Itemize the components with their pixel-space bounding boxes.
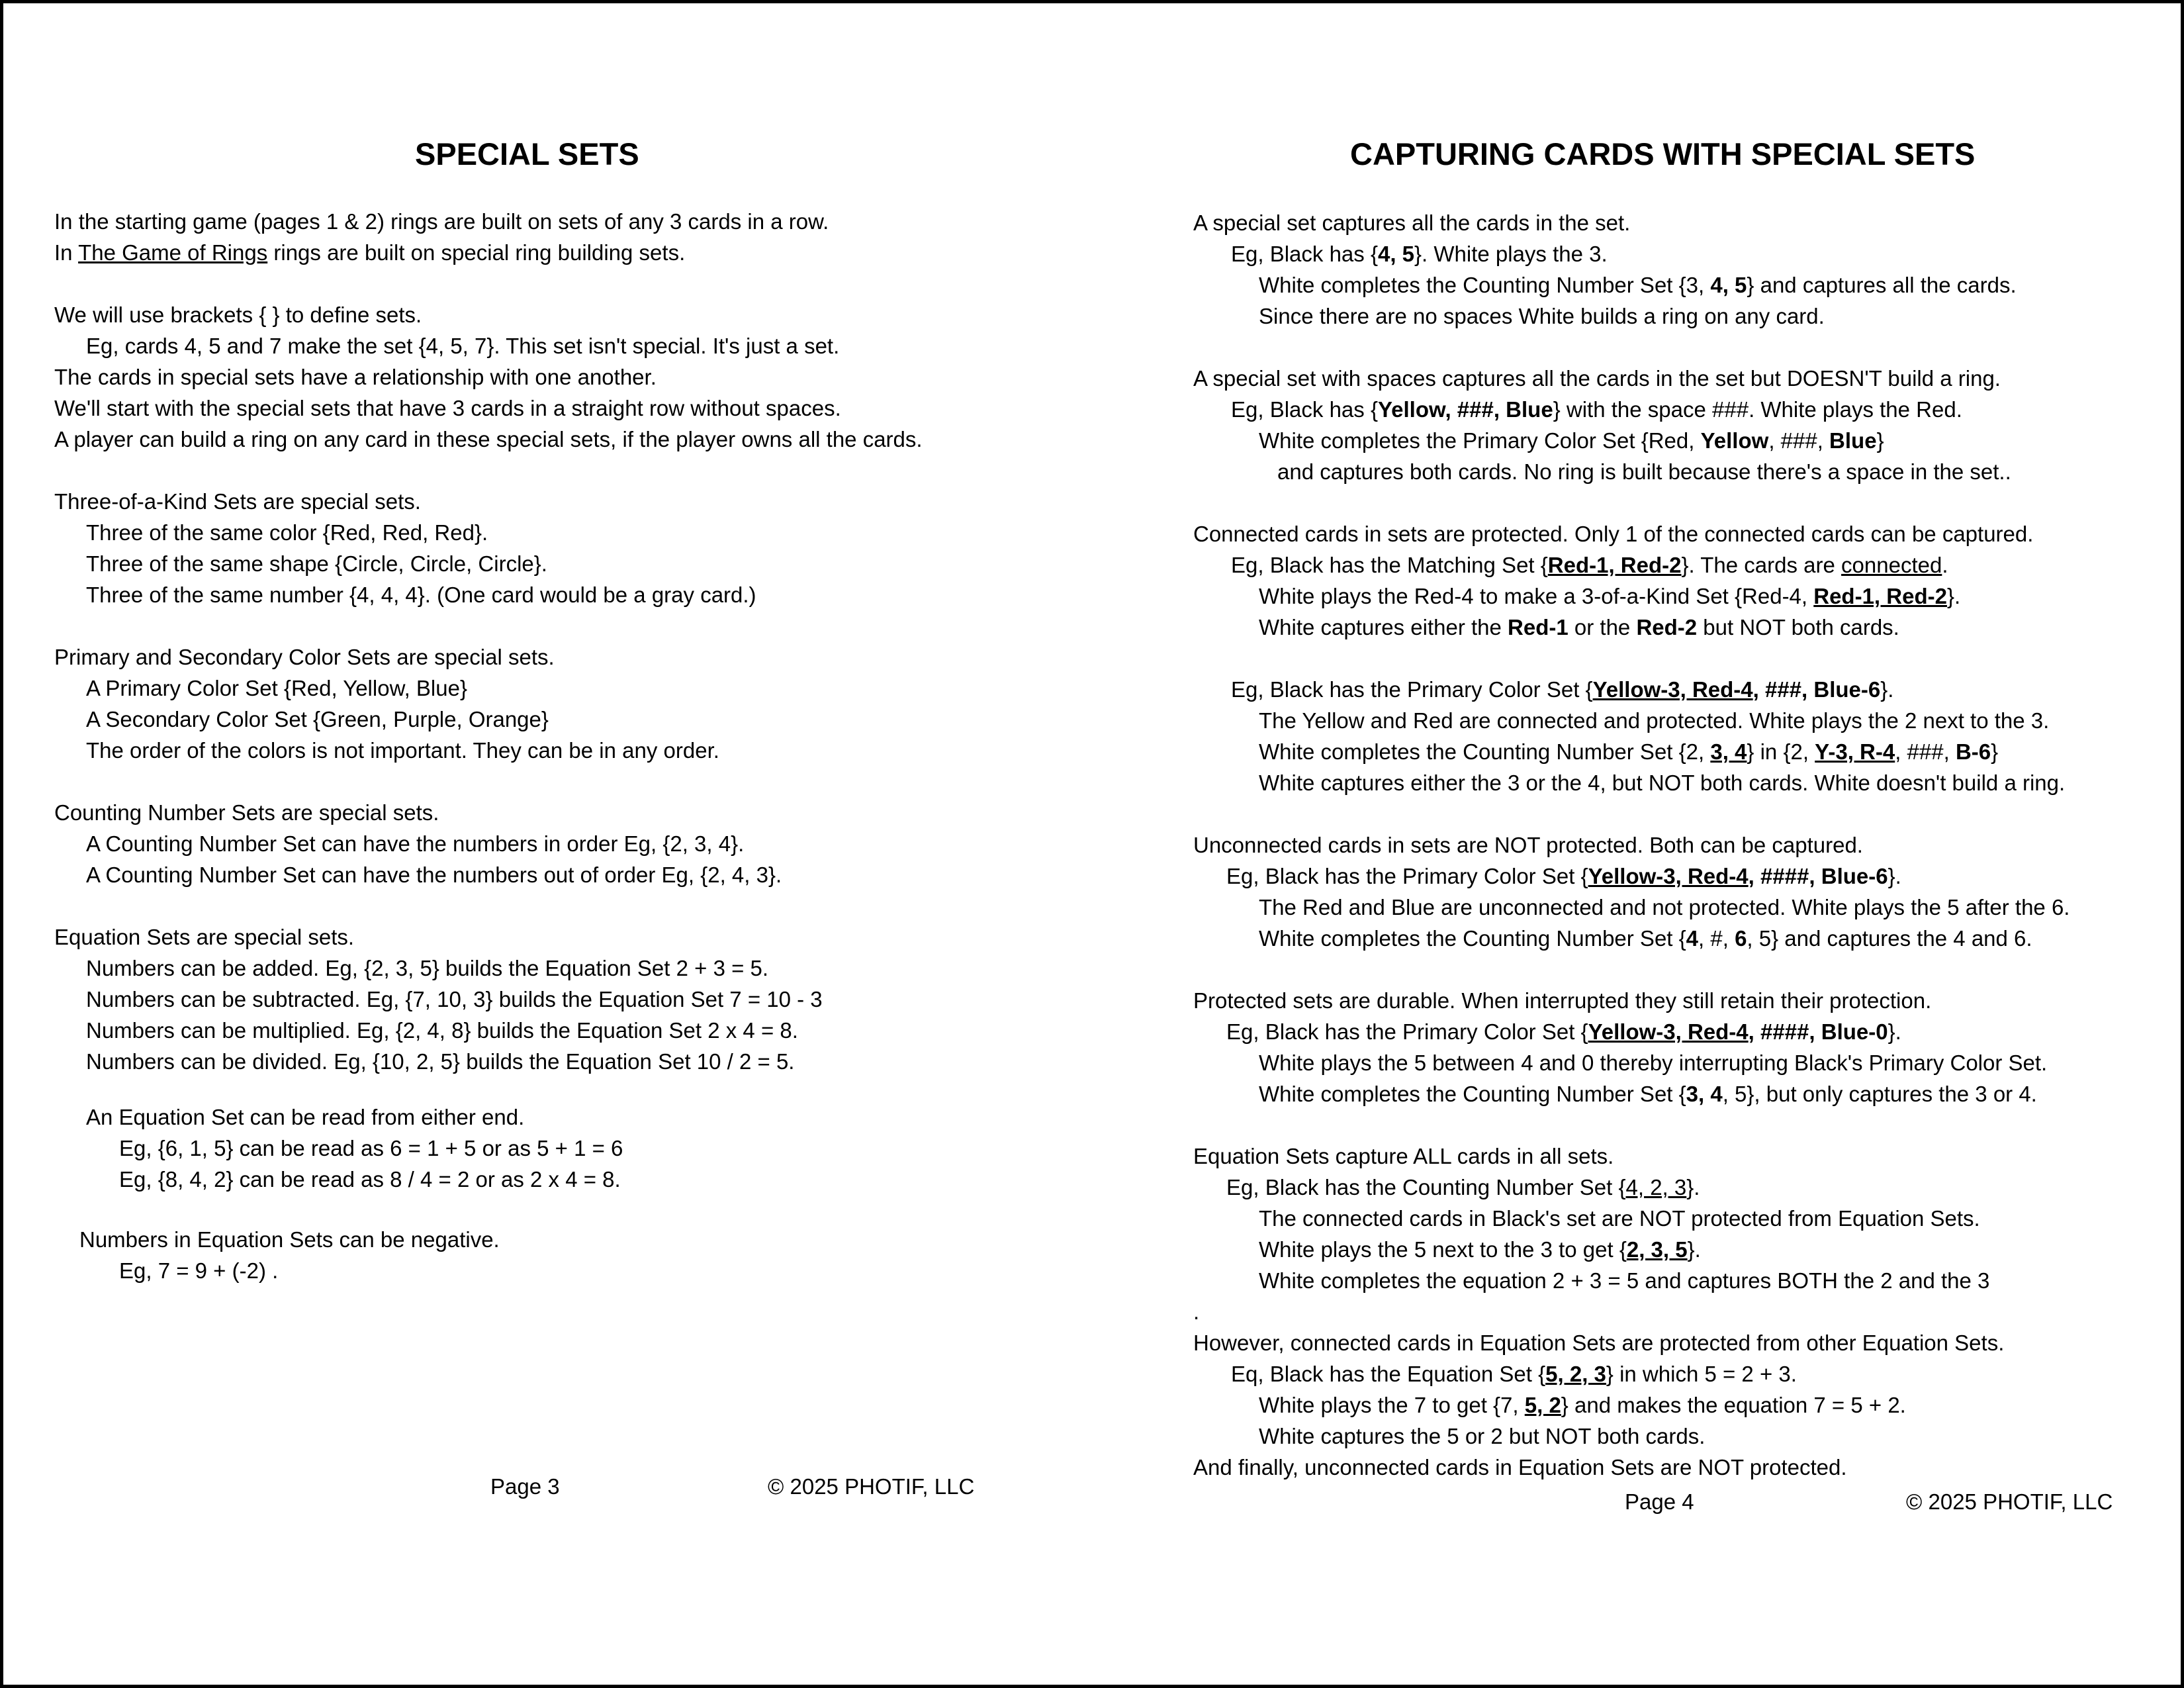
text-line: Equation Sets are special sets. xyxy=(54,925,355,949)
text-line: White captures either the Red-1 or the Red-2 but NOT both cards. xyxy=(1259,615,1899,639)
text-line: White completes the Counting Number Set {4, #, 6, 5} and captures the 4 and 6. xyxy=(1259,926,2032,951)
text-line: Three of the same shape {Circle, Circle, Circle}. xyxy=(86,551,547,576)
page-title: CAPTURING CARDS WITH SPECIAL SETS xyxy=(1350,136,1976,171)
text-line: Eg, Black has the Counting Number Set {4, 2, 3}. xyxy=(1226,1175,1700,1199)
text-line: Eg, Black has {Yellow, ###, Blue} with the space ###. White plays the Red. xyxy=(1231,397,1962,422)
text-line: Connected cards in sets are protected. Only 1 of the connected cards can be captured. xyxy=(1193,522,2034,546)
text-line: A special set captures all the cards in the set. xyxy=(1193,211,1631,235)
text-line: Eg, {8, 4, 2} can be read as 8 / 4 = 2 or as 2 x 4 = 8. xyxy=(119,1167,621,1192)
text-line: White captures the 5 or 2 but NOT both cards. xyxy=(1259,1424,1706,1448)
text-line: and captures both cards. No ring is built because there's a space in the set.. xyxy=(1277,459,2011,484)
text-line: Numbers can be divided. Eg, {10, 2, 5} builds the Equation Set 10 / 2 = 5. xyxy=(86,1049,795,1074)
text-line: White completes the Counting Number Set {3, 4, 5} and captures all the cards. xyxy=(1259,273,2017,297)
text-line: In The Game of Rings rings are built on special ring building sets. xyxy=(54,240,686,265)
text-line: White plays the Red-4 to make a 3-of-a-Kind Set {Red-4, Red-1, Red-2}. xyxy=(1259,584,1961,608)
text-line: A Primary Color Set {Red, Yellow, Blue} xyxy=(86,676,467,700)
copyright: © 2025 PHOTIF, LLC xyxy=(1906,1489,2113,1514)
text-line: Eg, Black has {4, 5}. White plays the 3. xyxy=(1231,242,1608,266)
text-line: Unconnected cards in sets are NOT protected. Both can be captured. xyxy=(1193,833,1863,857)
text-line: Protected sets are durable. When interrupted they still retain their protection. xyxy=(1193,988,1932,1013)
page-title: SPECIAL SETS xyxy=(415,136,639,171)
text-line: An Equation Set can be read from either end. xyxy=(86,1105,525,1129)
text-line: A Secondary Color Set {Green, Purple, Orange} xyxy=(86,707,549,731)
text-line: Equation Sets capture ALL cards in all sets. xyxy=(1193,1144,1614,1168)
text-line: White captures either the 3 or the 4, but NOT both cards. White doesn't build a ring. xyxy=(1259,771,2066,795)
text-line: Three of the same number {4, 4, 4}. (One card would be a gray card.) xyxy=(86,583,756,607)
text-line: In the starting game (pages 1 & 2) rings are built on sets of any 3 cards in a row. xyxy=(54,209,829,234)
text-line: Since there are no spaces White builds a ring on any card. xyxy=(1259,304,1825,328)
text-line: Eg, 7 = 9 + (-2) . xyxy=(119,1258,279,1283)
text-line: The Red and Blue are unconnected and not protected. White plays the 5 after the 6. xyxy=(1259,895,2070,919)
text-line: . xyxy=(1193,1299,1200,1324)
text-line: Eg, Black has the Primary Color Set {Yellow-3, Red-4, ####, Blue-6}. xyxy=(1226,864,1901,888)
text-line: Eg, cards 4, 5 and 7 make the set {4, 5, 7}. This set isn't special. It's just a set. xyxy=(86,334,840,358)
text-line: The Yellow and Red are connected and protected. White plays the 2 next to the 3. xyxy=(1259,708,2050,733)
text-line: The cards in special sets have a relationship with one another. xyxy=(54,365,657,389)
text-line: Numbers can be added. Eg, {2, 3, 5} builds the Equation Set 2 + 3 = 5. xyxy=(86,956,769,980)
text-line: Numbers in Equation Sets can be negative. xyxy=(79,1227,500,1252)
text-line: White plays the 5 next to the 3 to get {2, 3, 5}. xyxy=(1259,1237,1701,1262)
text-line: White plays the 5 between 4 and 0 thereby interrupting Black's Primary Color Set. xyxy=(1259,1051,2048,1075)
text-line: Primary and Secondary Color Sets are special sets. xyxy=(54,645,555,669)
text-line: White plays the 7 to get {7, 5, 2} and makes the equation 7 = 5 + 2. xyxy=(1259,1393,1906,1417)
text-line: We'll start with the special sets that have 3 cards in a straight row without spaces. xyxy=(54,396,841,420)
text-line: White completes the Counting Number Set {2, 3, 4} in {2, Y-3, R-4, ###, B-6} xyxy=(1259,739,1999,764)
text-line: The order of the colors is not important. They can be in any order. xyxy=(86,738,719,763)
text-line: A Counting Number Set can have the numbers in order Eg, {2, 3, 4}. xyxy=(86,831,745,856)
text-line: Counting Number Sets are special sets. xyxy=(54,800,439,825)
text-line: White completes the Primary Color Set {Red, Yellow, ###, Blue} xyxy=(1259,428,1884,453)
text-line: White completes the Counting Number Set {3, 4, 5}, but only captures the 3 or 4. xyxy=(1259,1082,2037,1106)
text-line: Three-of-a-Kind Sets are special sets. xyxy=(54,489,421,514)
page-number: Page 4 xyxy=(1625,1489,1694,1514)
text-line: Eg, Black has the Primary Color Set {Yellow-3, Red-4, ####, Blue-0}. xyxy=(1226,1019,1901,1044)
text-line: A special set with spaces captures all the cards in the set but DOESN'T build a ring. xyxy=(1193,366,2001,391)
text-line: Eg, Black has the Matching Set {Red-1, Red-2}. The cards are connected. xyxy=(1231,553,1948,577)
text-line: White completes the equation 2 + 3 = 5 and captures BOTH the 2 and the 3 xyxy=(1259,1268,1990,1293)
text-line: Eg, Black has the Primary Color Set {Yellow-3, Red-4, ###, Blue-6}. xyxy=(1231,677,1894,702)
text-line: We will use brackets { } to define sets. xyxy=(54,303,422,327)
text-line: Eq, Black has the Equation Set {5, 2, 3} in which 5 = 2 + 3. xyxy=(1231,1362,1797,1386)
page-number: Page 3 xyxy=(490,1474,560,1499)
text-line: The connected cards in Black's set are NOT protected from Equation Sets. xyxy=(1259,1206,1980,1231)
text-line: A Counting Number Set can have the numbers out of order Eg, {2, 4, 3}. xyxy=(86,863,782,887)
text-line: A player can build a ring on any card in these special sets, if the player owns all the cards. xyxy=(54,427,923,451)
text-line: Eg, {6, 1, 5} can be read as 6 = 1 + 5 or as 5 + 1 = 6 xyxy=(119,1136,623,1160)
text-line: Three of the same color {Red, Red, Red}. xyxy=(86,520,488,545)
text-line: Numbers can be subtracted. Eg, {7, 10, 3} builds the Equation Set 7 = 10 - 3 xyxy=(86,987,823,1011)
text-line: And finally, unconnected cards in Equation Sets are NOT protected. xyxy=(1193,1455,1847,1479)
text-line: Numbers can be multiplied. Eg, {2, 4, 8} builds the Equation Set 2 x 4 = 8. xyxy=(86,1018,798,1043)
text-line: However, connected cards in Equation Sets are protected from other Equation Sets. xyxy=(1193,1331,2005,1355)
copyright: © 2025 PHOTIF, LLC xyxy=(768,1474,975,1499)
